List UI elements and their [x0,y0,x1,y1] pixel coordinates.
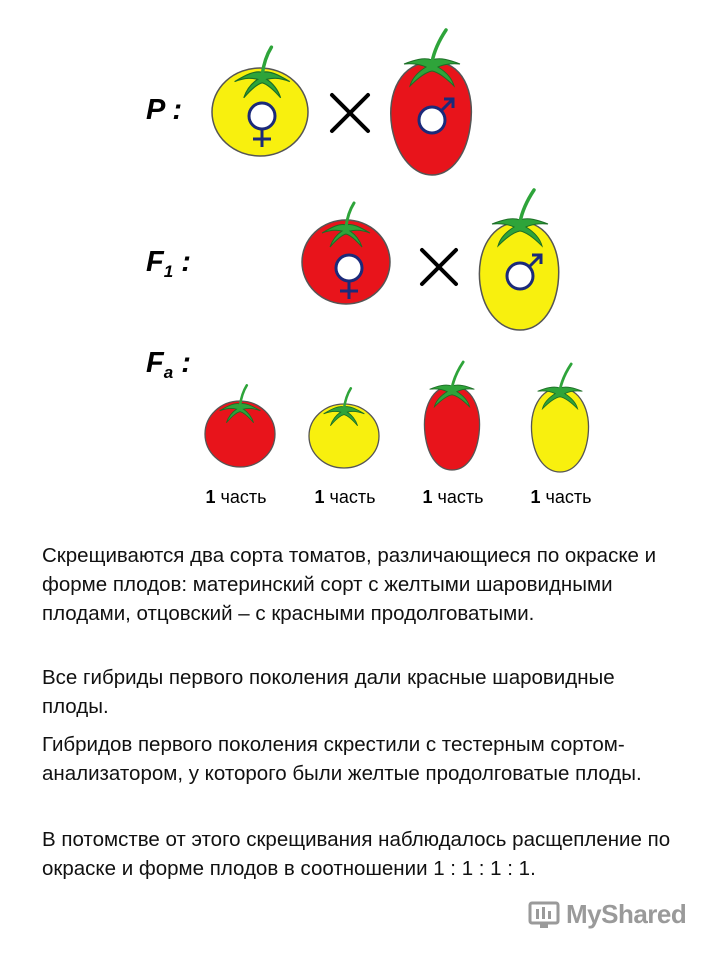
description-paragraph: Все гибриды первого поколения дали красные шаровидные плоды. [42,666,615,718]
description-paragraph: Гибридов первого поколения скрестили с тестерным сортом-анализатором, у которого были желтые продолговатые плоды. [42,733,642,785]
tomato-icon [205,385,275,467]
description-paragraph: В потомстве от этого скрещивания наблюдалось расщепление по окраске и форме плодов в соотношении 1 : 1 : 1 : 1. [42,828,671,880]
parent-generation-label [146,94,182,127]
f1-colon: : [173,246,191,278]
fa-generation-label [146,347,191,383]
ratio-part [398,487,508,508]
tomato-icon [309,388,379,468]
tomato-icon [424,362,479,470]
description-paragraph: Скрещиваются два сорта томатов, различающиеся по окраске и форме плодов: материнский сорт с желтыми шаровидными плодами, отцовский – с красными продолговатыми. [42,544,657,625]
ratio-part-word: часть [540,487,592,507]
ratio-part [290,487,400,508]
myshared-logo-icon [528,899,560,929]
ratio-part-number: 1 [530,487,541,507]
tomato-icon [532,364,589,472]
fa-letter: F [146,347,164,379]
ratio-part [506,487,616,508]
ratio-part-number: 1 [205,487,216,507]
ratio-part-number: 1 [314,487,325,507]
tomato-icon [302,203,390,304]
ratio-part [181,487,291,508]
ratio-part-word: часть [432,487,484,507]
tomato-icon [391,30,472,175]
myshared-watermark [528,896,686,932]
ratio-part-word: часть [215,487,267,507]
p-label-text: P : [146,94,182,126]
cross-icon [422,250,456,284]
fa-subscript: a [163,363,174,382]
ratio-part-word: часть [324,487,376,507]
ratio-part-number: 1 [422,487,433,507]
f1-letter: F [146,246,164,278]
cross-icon [332,95,368,131]
fa-colon: : [173,347,191,379]
f1-generation-label [146,246,191,282]
f1-subscript: 1 [163,262,174,281]
tomato-icon [479,190,558,330]
watermark-text: MyShared [566,898,687,929]
